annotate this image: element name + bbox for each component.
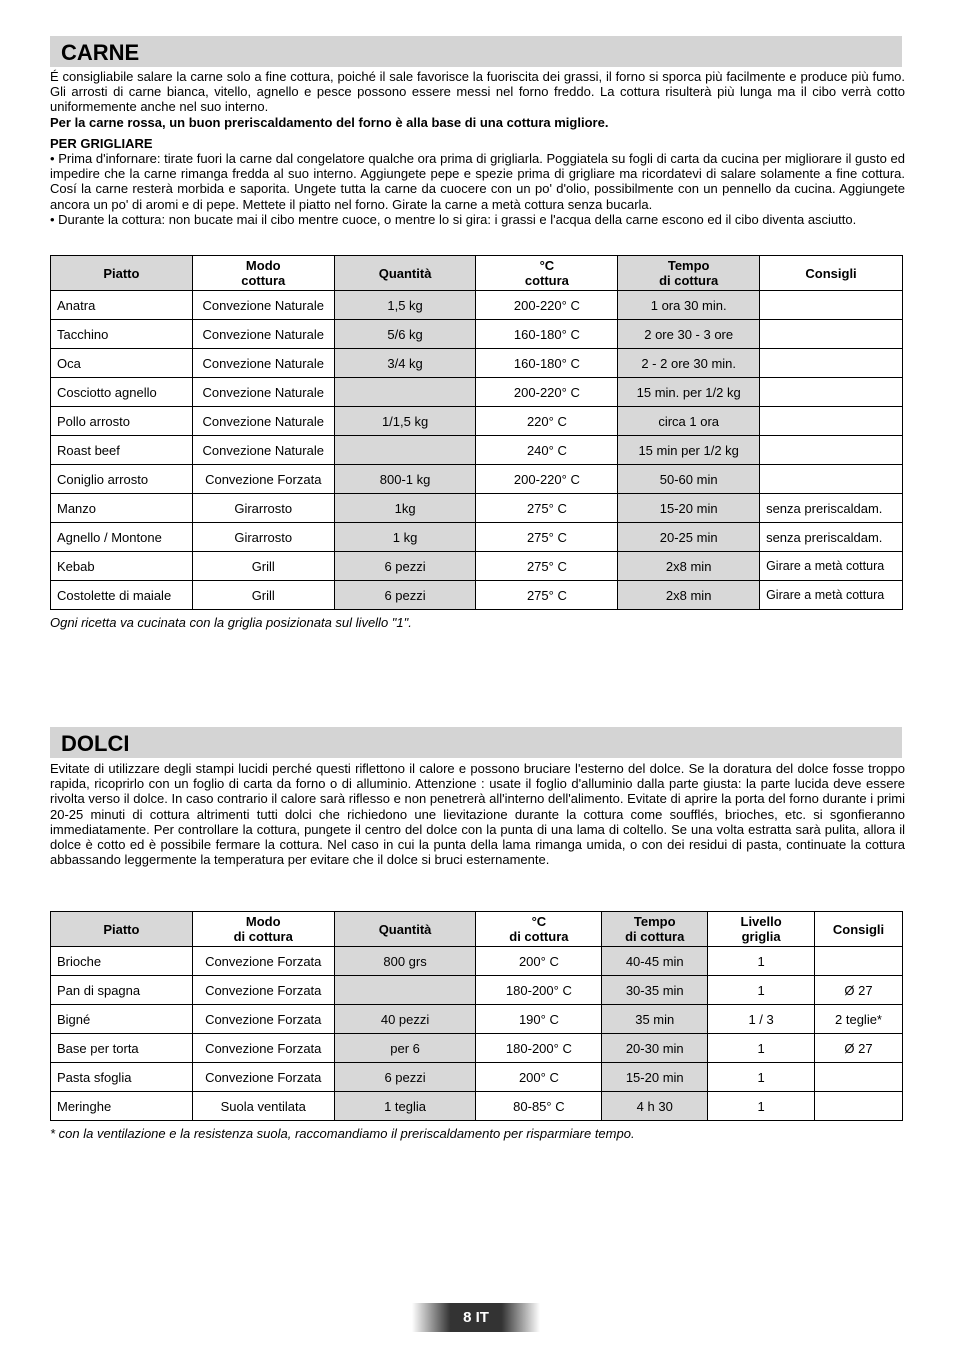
table-row bbox=[51, 523, 903, 552]
table-cell: 1 teglia bbox=[334, 1092, 476, 1121]
table-cell: Grill bbox=[192, 552, 334, 581]
table-cell: 2 ore 30 - 3 ore bbox=[618, 320, 760, 349]
table-cell: Girarrosto bbox=[192, 523, 334, 552]
table-cell bbox=[815, 1063, 903, 1092]
table-row bbox=[51, 552, 903, 581]
table-cell: Convezione Naturale bbox=[192, 378, 334, 407]
table-row bbox=[51, 947, 903, 976]
table-cell: 1kg bbox=[334, 494, 476, 523]
dolci-intro: Evitate di utilizzare degli stampi lucidi perché questi riflettono il calore e possono bruciare l'esterno del dolce. Se la doratura del dolce fosse troppo rapida, ricoprirlo con un foglio di carta da forno o di alluminio. Attenzione : usate il foglio d'alluminio dalla parte giusta: la parte lucida deve essere rivolta verso il dolce. In caso contrario il calore sarà riflesso e non penetrerà all'interno dell'alimento. Evitate di aprire la porta del forno durante i primi 20-25 minuti di cottura altrimenti tutti dolci che richiedono une lievitazione durante la cottura come soufflés, brioches, etc. si sgonfieranno immediatamente. Per controllare la cottura, pungete il centro del dolce con la punta di una lama di coltello. Se una volta estratta sarà pulita, allora il dolce è cotto ed è possibile fermare la cottura. Nel caso in cui la punta della lama rimanga umida, o con dei residui di pasta, continuate la cottura abbassando leggermente la temperatura per evitare che il dolce si bruci esternamente. bbox=[50, 761, 905, 868]
table-cell: Ø 27 bbox=[815, 1034, 903, 1063]
column-header: Piatto bbox=[51, 912, 193, 947]
table-cell: Convezione Forzata bbox=[192, 947, 334, 976]
table-cell: 4 h 30 bbox=[602, 1092, 708, 1121]
table-row bbox=[51, 465, 903, 494]
table-row bbox=[51, 1034, 903, 1063]
table-cell: 190° C bbox=[476, 1005, 602, 1034]
table-cell: 1,5 kg bbox=[334, 291, 476, 320]
table-cell: 180-200° C bbox=[476, 976, 602, 1005]
table-cell: Convezione Naturale bbox=[192, 349, 334, 378]
table-cell: 1 kg bbox=[334, 523, 476, 552]
table-cell: 1 bbox=[708, 947, 815, 976]
table-cell: 800 grs bbox=[334, 947, 476, 976]
table-cell: 160-180° C bbox=[476, 320, 618, 349]
table-row bbox=[51, 320, 903, 349]
column-header: °C di cottura bbox=[476, 912, 602, 947]
table-row bbox=[51, 494, 903, 523]
table-cell: Coniglio arrosto bbox=[51, 465, 193, 494]
table-row bbox=[51, 1063, 903, 1092]
table-cell: 2x8 min bbox=[618, 552, 760, 581]
table-cell: Costolette di maiale bbox=[51, 581, 193, 610]
table-cell: Anatra bbox=[51, 291, 193, 320]
table-cell: circa 1 ora bbox=[618, 407, 760, 436]
column-header: Piatto bbox=[51, 256, 193, 291]
column-header: Modo di cottura bbox=[192, 912, 334, 947]
table-cell: Convezione Naturale bbox=[192, 320, 334, 349]
table-cell: Convezione Naturale bbox=[192, 407, 334, 436]
table-cell bbox=[815, 947, 903, 976]
column-header: Quantità bbox=[334, 912, 476, 947]
column-header: Consigli bbox=[760, 256, 903, 291]
table-cell: Grill bbox=[192, 581, 334, 610]
table-cell: 6 pezzi bbox=[334, 581, 476, 610]
table-cell: 15-20 min bbox=[618, 494, 760, 523]
table-cell: 50-60 min bbox=[618, 465, 760, 494]
column-header: °C cottura bbox=[476, 256, 618, 291]
table-cell: Roast beef bbox=[51, 436, 193, 465]
table-cell: 1/1,5 kg bbox=[334, 407, 476, 436]
carne-title: CARNE bbox=[61, 40, 140, 65]
table-cell: 20-30 min bbox=[602, 1034, 708, 1063]
column-header: Modo cottura bbox=[192, 256, 334, 291]
table-cell: 3/4 kg bbox=[334, 349, 476, 378]
table-cell bbox=[334, 976, 476, 1005]
table-cell: 80-85° C bbox=[476, 1092, 602, 1121]
table-cell: 2x8 min bbox=[618, 581, 760, 610]
table-cell: Meringhe bbox=[51, 1092, 193, 1121]
table-cell: Convezione Forzata bbox=[192, 1005, 334, 1034]
table-cell bbox=[334, 378, 476, 407]
table-cell: senza preriscaldam. bbox=[760, 494, 903, 523]
table-cell: Girarrosto bbox=[192, 494, 334, 523]
carne-table-header bbox=[51, 256, 903, 291]
table-cell: 275° C bbox=[476, 523, 618, 552]
table-cell: Convezione Naturale bbox=[192, 291, 334, 320]
table-cell: Cosciotto agnello bbox=[51, 378, 193, 407]
table-cell: 800-1 kg bbox=[334, 465, 476, 494]
dolci-section-header bbox=[50, 727, 902, 758]
table-cell bbox=[760, 407, 903, 436]
table-cell: 200° C bbox=[476, 947, 602, 976]
table-cell: 275° C bbox=[476, 494, 618, 523]
table-cell: 200-220° C bbox=[476, 378, 618, 407]
table-cell: Convezione Forzata bbox=[192, 465, 334, 494]
table-cell: Kebab bbox=[51, 552, 193, 581]
table-cell: 220° C bbox=[476, 407, 618, 436]
table-cell: Base per torta bbox=[51, 1034, 193, 1063]
table-cell: 1 bbox=[708, 1092, 815, 1121]
table-cell: Pasta sfoglia bbox=[51, 1063, 193, 1092]
table-cell: 275° C bbox=[476, 552, 618, 581]
table-cell: 15 min per 1/2 kg bbox=[618, 436, 760, 465]
table-cell: Agnello / Montone bbox=[51, 523, 193, 552]
table-cell: 1 bbox=[708, 976, 815, 1005]
table-cell: 15 min. per 1/2 kg bbox=[618, 378, 760, 407]
column-header: Tempo di cottura bbox=[618, 256, 760, 291]
table-cell: 200-220° C bbox=[476, 291, 618, 320]
table-cell bbox=[760, 378, 903, 407]
carne-table bbox=[50, 255, 903, 610]
table-cell bbox=[815, 1092, 903, 1121]
page-number: 8 IT bbox=[463, 1309, 489, 1326]
table-cell: 40-45 min bbox=[602, 947, 708, 976]
table-cell: Convezione Forzata bbox=[192, 1034, 334, 1063]
table-cell: 275° C bbox=[476, 581, 618, 610]
column-header: Quantità bbox=[334, 256, 476, 291]
table-cell: 2 teglie* bbox=[815, 1005, 903, 1034]
table-cell: 240° C bbox=[476, 436, 618, 465]
table-cell: 6 pezzi bbox=[334, 1063, 476, 1092]
table-cell bbox=[760, 291, 903, 320]
table-cell: 20-25 min bbox=[618, 523, 760, 552]
table-cell: 6 pezzi bbox=[334, 552, 476, 581]
table-cell: Convezione Naturale bbox=[192, 436, 334, 465]
table-row bbox=[51, 349, 903, 378]
table-cell bbox=[760, 320, 903, 349]
table-row bbox=[51, 407, 903, 436]
table-cell: Convezione Forzata bbox=[192, 1063, 334, 1092]
column-header: Livello griglia bbox=[708, 912, 815, 947]
table-cell: Oca bbox=[51, 349, 193, 378]
table-row bbox=[51, 436, 903, 465]
table-cell bbox=[760, 465, 903, 494]
table-cell: senza preriscaldam. bbox=[760, 523, 903, 552]
table-cell: Bigné bbox=[51, 1005, 193, 1034]
grill-heading: PER GRIGLIARE bbox=[50, 136, 153, 151]
column-header: Tempo di cottura bbox=[602, 912, 708, 947]
table-cell bbox=[760, 436, 903, 465]
table-cell: Girare a metà cottura bbox=[760, 552, 903, 581]
table-cell: 1 / 3 bbox=[708, 1005, 815, 1034]
table-cell: per 6 bbox=[334, 1034, 476, 1063]
dolci-title: DOLCI bbox=[61, 731, 130, 756]
table-cell: Ø 27 bbox=[815, 976, 903, 1005]
dolci-table bbox=[50, 911, 903, 1121]
table-cell: 1 bbox=[708, 1063, 815, 1092]
table-row bbox=[51, 976, 903, 1005]
table-cell: Brioche bbox=[51, 947, 193, 976]
table-row bbox=[51, 378, 903, 407]
table-cell: Tacchino bbox=[51, 320, 193, 349]
table-cell: 40 pezzi bbox=[334, 1005, 476, 1034]
table-row bbox=[51, 1005, 903, 1034]
carne-intro-bold: Per la carne rossa, un buon preriscaldamento del forno è alla base di una cottura migliore. bbox=[50, 114, 609, 130]
carne-section-header bbox=[50, 36, 902, 67]
table-cell: Girare a metà cottura bbox=[760, 581, 903, 610]
table-cell: 200-220° C bbox=[476, 465, 618, 494]
table-cell: 1 bbox=[708, 1034, 815, 1063]
carne-intro-text: É consigliabile salare la carne solo a fine cottura, poiché il sale favorisce la fuoriscita dei grassi, il forno si sporca più facilmente e produce più fumo. Gli arrosti di carne bianca, vitello, agnello e pesce possono essere messi nel forno freddo. La cottura risulterà più lunga ma il cibo verrà cotto uniformemente anche nel suo interno. bbox=[50, 69, 905, 115]
table-cell bbox=[760, 349, 903, 378]
table-cell: 160-180° C bbox=[476, 349, 618, 378]
carne-intro bbox=[50, 69, 905, 130]
dolci-table-header bbox=[51, 912, 903, 947]
table-cell: 2 - 2 ore 30 min. bbox=[618, 349, 760, 378]
table-cell: Manzo bbox=[51, 494, 193, 523]
table-cell: 180-200° C bbox=[476, 1034, 602, 1063]
table-cell: Pan di spagna bbox=[51, 976, 193, 1005]
table-cell: 200° C bbox=[476, 1063, 602, 1092]
carne-footnote: Ogni ricetta va cucinata con la griglia posizionata sul livello "1". bbox=[50, 615, 412, 630]
table-cell: Convezione Forzata bbox=[192, 976, 334, 1005]
table-cell: 15-20 min bbox=[602, 1063, 708, 1092]
grill-paragraph-2: • Durante la cottura: non bucate mai il cibo mentre cuoce, o mentre lo si gira: i grassi e l'acqua della carne escono ed il cibo diventa asciutto. bbox=[50, 212, 857, 227]
table-cell: 1 ora 30 min. bbox=[618, 291, 760, 320]
table-row bbox=[51, 1092, 903, 1121]
page-number-badge bbox=[412, 1303, 540, 1332]
dolci-footnote: * con la ventilazione e la resistenza suola, raccomandiamo il preriscaldamento per risparmiare tempo. bbox=[50, 1126, 635, 1141]
table-cell: 35 min bbox=[602, 1005, 708, 1034]
table-row bbox=[51, 581, 903, 610]
column-header: Consigli bbox=[815, 912, 903, 947]
table-cell bbox=[334, 436, 476, 465]
table-row bbox=[51, 291, 903, 320]
table-cell: 30-35 min bbox=[602, 976, 708, 1005]
table-cell: 5/6 kg bbox=[334, 320, 476, 349]
table-cell: Pollo arrosto bbox=[51, 407, 193, 436]
table-cell: Suola ventilata bbox=[192, 1092, 334, 1121]
grill-paragraph-1: • Prima d'infornare: tirate fuori la carne dal congelatore qualche ora prima di grigliarla. Poggiatela su fogli di carta da cucina per migliorare il gusto ed impedire che la carne rimanga fredda al suo interno. Aggiungete pepe e spezie prima di grigliare ma ricordatevi di salare solamente a fine cottura. Cosí la carne resterà morbida e saporita. Ungete tutta la carne da cuocere con un po' d'olio, possibilmente con un pennello da cucina. Aggiungete ancora un po' di aromi e di pepe. Mettete il piatto nel forno. Girate la carne a metà cottura senza bucarla. bbox=[50, 151, 905, 212]
